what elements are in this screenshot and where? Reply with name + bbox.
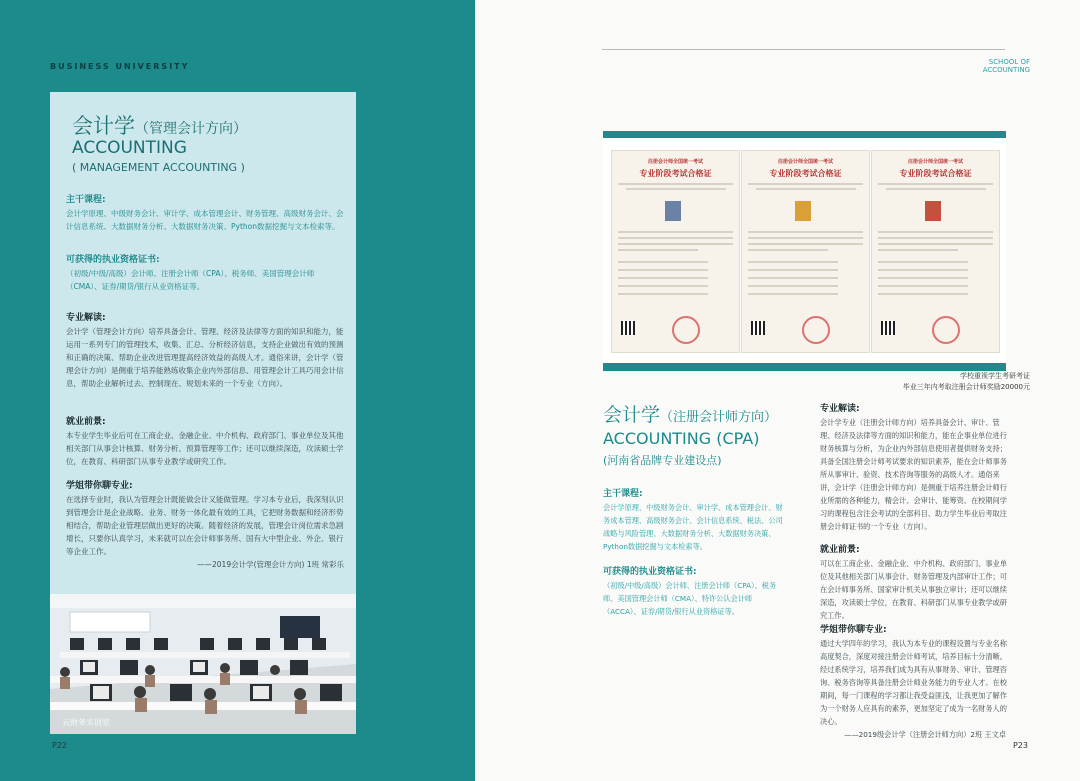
certificate-photo: [665, 201, 681, 221]
cloud-finance-lab-photo: [50, 594, 356, 734]
seal-icon: [932, 316, 960, 344]
senior-talk-heading: 学姐带你聊专业:: [66, 481, 133, 491]
certificate-image: [741, 150, 870, 353]
cpa-core-courses-text: 会计学原理、中级财务会计、审计学、成本管理会计、财务成本管理、高级财务会计、会计信息系统、税法、公司战略与风险管理、大数据财务分析、大数据财务决策、Python数据挖掘与文本检索等。: [603, 503, 783, 551]
caption-line2: 毕业三年内考取注册会计师奖励20000元: [902, 383, 1030, 391]
senior-talk-text: 在选择专业时，我认为管理会计既能做会计又能做管理。学习本专业后，我深刻认识到管理会计是企业战略、业务、财务一体化最有效的工具，它把财务数据和经济形势相结合，帮助企业管理层做出更好的决策。随着经济的发展，管理会计岗位需求急剧增长，只要你认真学习，未来就可以在会计师事务所、国有大中型企业、外企、银行等企业工作。: [66, 495, 344, 556]
qr-code-icon: [751, 321, 765, 335]
cpa-title-cn-main: 会计学: [603, 404, 661, 426]
senior-talk-section: [66, 480, 348, 571]
seal-icon: [672, 316, 700, 344]
certificate-title-small: 注册会计师全国统一考试: [647, 159, 703, 165]
cpa-title-cn: [603, 400, 777, 427]
cpa-core-courses-section: [603, 488, 789, 553]
major-title-cn-sub: （管理会计方向）: [135, 121, 247, 137]
lab-photo-illustration: [50, 594, 356, 734]
certificates-text: （初级/中级/高级）会计师、注册会计师（CPA）、税务师、美国管理会计师（CMA）、证券/期货/银行从业资格证等。: [66, 269, 315, 291]
major-title-cn: [72, 110, 247, 140]
right-page: [475, 0, 1080, 781]
certificates-gallery: [603, 131, 1006, 371]
cpa-prospects-text: 可以在工商企业、金融企业、中介机构、政府部门、事业单位及其他相关部门从事会计、财务管理及内部审计工作；可在会计师事务所、国家审计机关从事独立审计；还可以继续深造，攻读硕士学位，在教育、科研部门从事专业教学或研究工作。: [820, 559, 1007, 620]
major-title-en-sub: ( MANAGEMENT ACCOUNTING ): [72, 161, 245, 174]
certificate-title: 专业阶段考试合格证: [899, 169, 972, 178]
cpa-senior-talk-signature: ——2019级会计学（注册会计师方向）2班 王文卓: [844, 730, 1006, 739]
certificate-title-small: 注册会计师全国统一考试: [907, 159, 963, 165]
cpa-title-en: ACCOUNTING (CPA): [603, 429, 760, 448]
certificate-title: 专业阶段考试合格证: [639, 169, 712, 178]
caption-line1: 学校重视学生考研考证: [960, 372, 1030, 380]
cpa-certificates-text: （初级/中级/高级）会计师、注册会计师（CPA）、税务师、美国管理会计师（CMA）、特许公认会计师（ACCA）、证券/期货/银行从业资格证等。: [603, 581, 777, 616]
prospects-heading: 就业前景:: [66, 417, 106, 427]
right-header-line2: ACCOUNTING: [982, 66, 1030, 74]
left-page: [0, 0, 475, 781]
intro-section: [66, 312, 348, 390]
cpa-core-courses-heading: 主干课程:: [603, 489, 643, 499]
certificates-heading: 可获得的执业资格证书:: [66, 255, 160, 265]
right-header-line1: SCHOOL OF: [988, 58, 1030, 66]
core-courses-heading: 主干课程:: [66, 195, 106, 205]
cpa-senior-talk-section: [820, 624, 1010, 741]
management-accounting-panel: [50, 92, 356, 594]
certificate-title-small: 注册会计师全国统一考试: [777, 159, 833, 165]
intro-heading: 专业解读:: [66, 313, 106, 323]
cpa-certificates-heading: 可获得的执业资格证书:: [603, 567, 697, 577]
certificate-image: [871, 150, 1000, 353]
cpa-senior-talk-text: 通过大学四年的学习，我认为本专业的课程设置与专业名称高度契合，深度对接注册会计师考试，培养目标十分清晰。经过系统学习，培养我们成为具有从事财务、审计、管理咨询、税务咨询等具备注册会计师业务能力的专业人才。在校期间，每一门课程的学习都让我受益匪浅，让我更加了解作为一个财务人应具有的素养，更加坚定了成为一名财务人的决心。: [820, 639, 1007, 726]
page-number-left: P22: [52, 741, 68, 750]
cpa-senior-talk-heading: 学姐带你聊专业:: [820, 625, 887, 635]
photo-label: 云财务实训室: [62, 718, 110, 727]
left-header-university: BUSINESS UNIVERSITY: [50, 62, 190, 71]
qr-code-icon: [881, 321, 895, 335]
major-title-cn-main: 会计学: [72, 114, 135, 138]
cpa-title-cn-sub: （注册会计师方向）: [660, 410, 778, 425]
core-courses-text: 会计学原理、中级财务会计、审计学、成本管理会计、财务管理、高级财务会计、会计信息系统、大数据财务分析、大数据财务决策、Python数据挖掘与文本检索等。: [66, 209, 344, 231]
cpa-certificates-section: [603, 566, 789, 618]
prospects-text: 本专业学生毕业后可在工商企业、金融企业、中介机构、政府部门、事业单位及其他相关部门从事会计核算、财务分析、预算管理等工作；还可以继续深造，攻读硕士学位，在教育、科研部门从事专业教学或研究工作。: [66, 431, 344, 466]
certificates-caption: [903, 371, 1030, 393]
cpa-prospects-section: [820, 544, 1010, 622]
cpa-prospects-heading: 就业前景:: [820, 545, 860, 555]
cpa-intro-text: 会计学专业（注册会计师方向）培养具备会计、审计、管理、经济及法律等方面的知识和能力，能在企事业单位进行财务核算与分析，为企业内外部信息使用者提供财务支持；具备全国注册会计师考试要求的知识素养，能在会计师事务所从事审计、验资、技术咨询等服务的高级人才。通俗来讲，会计学（注册会计师方向）是侧重于培养注册会计师行业所需的各种能力，精会计、会审计、能筹资、在校期间学习的课程包含注会考试的全部科目、助力学生毕业后考取注册会计师证书的一个专业（方向）。: [820, 418, 1007, 531]
header-rule: [602, 49, 1005, 50]
certificates-section: [66, 254, 348, 293]
certificate-image: [611, 150, 740, 353]
right-header: [983, 58, 1030, 74]
qr-code-icon: [621, 321, 635, 335]
cpa-intro-heading: 专业解读:: [820, 404, 860, 414]
major-title-en: ACCOUNTING: [72, 138, 187, 158]
cpa-intro-section: [820, 403, 1010, 533]
intro-text: 会计学（管理会计方向）培养具备会计、管理、经济及法律等方面的知识和能力，能运用一系列专门的管理技术，收集、汇总、分析经济信息，支持企业做出有效的预测和正确的决策、帮助企业改进管理提高经济效益的高级人才。通俗来讲，会计学（管理会计方向）是侧重于培养能熟练收集企业内外部信息、用管理会计工具巧用会计信息，帮助企业解析过去、控制现在、规划未来的一个专业（方向）。: [66, 327, 344, 388]
certificate-title: 专业阶段考试合格证: [769, 169, 842, 178]
certificate-gallery-footer-bar: [603, 363, 1006, 371]
core-courses-section: [66, 194, 348, 233]
cpa-title-en-sub: (河南省品牌专业建设点): [603, 454, 722, 467]
certificate-photo: [925, 201, 941, 221]
certificate-photo: [795, 201, 811, 221]
page-number-right: P23: [1012, 741, 1028, 750]
senior-talk-signature: ——2019会计学(管理会计方向) 1班 常彩乐: [197, 560, 344, 569]
seal-icon: [802, 316, 830, 344]
prospects-section: [66, 416, 348, 468]
